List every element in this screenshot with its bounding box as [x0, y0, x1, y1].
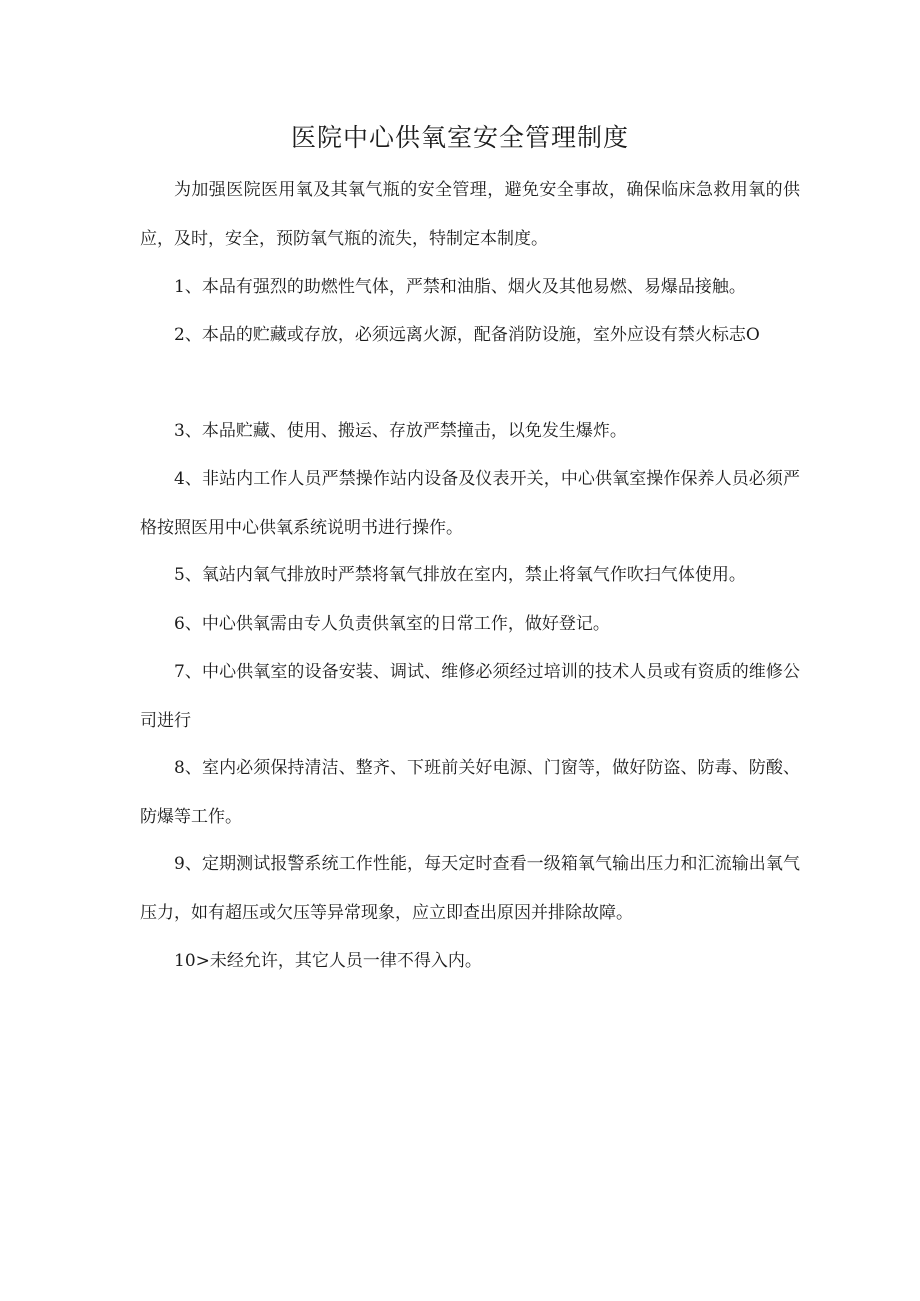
rule-item-8: 8、室内必须保持清洁、整齐、下班前关好电源、门窗等，做好防盗、防毒、防酸、防爆等工作。 [140, 758, 800, 827]
rule-item-2: 2、本品的贮藏或存放，必须远离火源，配备消防设施，室外应设有禁火标志O [174, 325, 760, 345]
rule-item-1: 1、本品有强烈的助燃性气体，严禁和油脂、烟火及其他易燃、易爆品接触。 [174, 277, 746, 297]
rule-item-4: 4、非站内工作人员严禁操作站内设备及仪表开关，中心供氧室操作保养人员必须严格按照医用中心供氧系统说明书进行操作。 [140, 469, 800, 538]
rule-item-5: 5、氧站内氧气排放时严禁将氧气排放在室内，禁止将氧气作吹扫气体使用。 [174, 565, 746, 585]
intro-paragraph: 为加强医院医用氧及其氧气瓶的安全管理，避免安全事故，确保临床急救用氧的供应，及时，安全，预防氧气瓶的流失，特制定本制度。 [140, 180, 800, 249]
document-title: 医院中心供氧室安全管理制度 [290, 123, 629, 152]
rule-item-9: 9、定期测试报警系统工作性能，每天定时查看一级箱氧气输出压力和汇流输出氧气压力，如有超压或欠压等异常现象，应立即查出原因并排除故障。 [140, 854, 800, 923]
rule-item-3: 3、本品贮藏、使用、搬运、存放严禁撞击，以免发生爆炸。 [174, 421, 627, 441]
rule-item-6: 6、中心供氧需由专人负责供氧室的日常工作，做好登记。 [174, 614, 610, 634]
rule-item-7: 7、中心供氧室的设备安装、调试、维修必须经过培训的技术人员或有资质的维修公司进行 [140, 662, 800, 731]
rule-item-10: 10>未经允许，其它人员一律不得入内。 [174, 951, 482, 971]
